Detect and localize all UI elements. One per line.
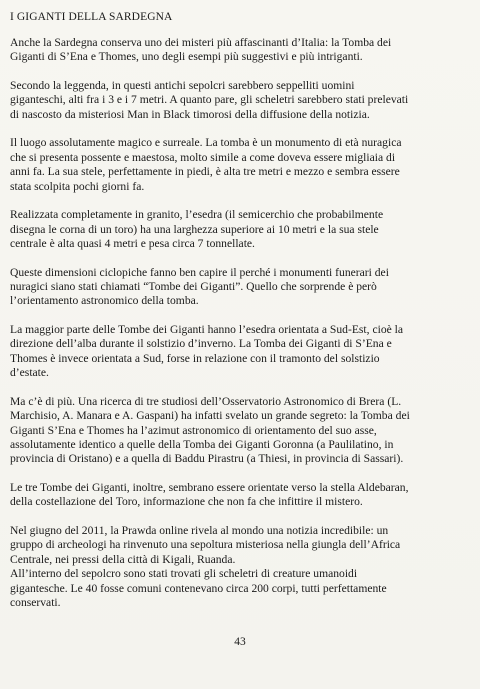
text-line: assolutamente identico a quelle della Tomba dei Giganti Goronna (a Paulilatino, in — [10, 438, 394, 452]
text-line: Marchisio, A. Manara e A. Gaspani) ha infatti svelato un grande segreto: la Tomba dei — [10, 409, 410, 423]
page-body — [10, 36, 460, 611]
text-line: nuragici siano stati chiamati “Tombe dei Giganti”. Quello che sorprende è però — [10, 280, 377, 294]
text-line: La maggior parte delle Tombe dei Giganti hanno l’esedra orientata a Sud-Est, cioè la — [10, 323, 404, 337]
text-line: stata scolpita pochi giorni fa. — [10, 179, 145, 193]
text-line: della costellazione del Toro, informazione che non fa che infittire il mistero. — [10, 495, 363, 509]
paragraph — [10, 481, 460, 510]
text-line: disegna le corna di un toro) ha una larghezza superiore ai 10 metri e la sua stele — [10, 222, 379, 236]
paragraph — [10, 36, 460, 65]
text-line: di nascosto da misteriosi Man in Black timorosi della diffusione della notizia. — [10, 107, 370, 121]
text-line: provincia di Oristano) e a quella di Baddu Pirastru (a Thiesi, in provincia di Sassari). — [10, 452, 404, 466]
page-title: I GIGANTI DELLA SARDEGNA — [10, 11, 173, 23]
text-line: Le tre Tombe dei Giganti, inoltre, sembrano essere orientate verso la stella Aldebaran, — [10, 481, 409, 495]
text-line: l’orientamento astronomico della tomba. — [10, 294, 199, 308]
paragraph — [10, 524, 460, 610]
text-line: Il luogo assolutamente magico e surreale. La tomba è un monumento di età nuragica — [10, 136, 402, 150]
paragraph — [10, 208, 460, 251]
text-line: anni fa. La sua stele, perfettamente in piedi, è alta tre metri e mezzo e sembra essere — [10, 165, 400, 179]
text-line: Thomes è invece orientata a Sud, forse in relazione con il tramonto del solstizio — [10, 351, 380, 365]
text-line: centrale è alta quasi 4 metri e pesa circa 7 tonnellate. — [10, 237, 255, 251]
text-line: direzione dell’alba durante il solstizio d’inverno. La Tomba dei Giganti di S’Ena e — [10, 337, 392, 351]
text-line: gigantesche. Le 40 fosse comuni contenevano circa 200 corpi, tutti perfettamente — [10, 581, 387, 595]
text-line: che si presenta possente e maestosa, molto simile a come doveva essere migliaia di — [10, 150, 396, 164]
text-line: Ma c’è di più. Una ricerca di tre studiosi dell’Osservatorio Astronomico di Brera (L. — [10, 394, 402, 408]
text-line: conservati. — [10, 596, 61, 610]
text-line: Centrale, nei pressi della città di Kigali, Ruanda. — [10, 552, 236, 566]
paragraph — [10, 395, 460, 467]
text-line: gruppo di archeologi ha rinvenuto una sepoltura misteriosa nella giungla dell’Africa — [10, 538, 401, 552]
paragraph — [10, 79, 460, 122]
text-line: giganteschi, alti fra i 3 e i 7 metri. A quanto pare, gli scheletri sarebbero stati prelevati — [10, 93, 409, 107]
text-line: Anche la Sardegna conserva uno dei misteri più affascinanti d’Italia: la Tomba dei — [10, 36, 392, 49]
text-line: All’interno del sepolcro sono stati trovati gli scheletri di creature umanoidi — [10, 567, 358, 581]
text-line: d’estate. — [10, 366, 49, 380]
text-line: Realizzata completamente in granito, l’esedra (il semicerchio che probabilmente — [10, 208, 384, 222]
text-line: Giganti S’Ena e Thomes ha l’azimut astronomico di orientamento del suo asse, — [10, 423, 377, 437]
text-line: Queste dimensioni ciclopiche fanno ben capire il perché i monumenti funerari dei — [10, 265, 389, 279]
paragraph — [10, 323, 460, 381]
paragraph — [10, 136, 460, 194]
text-line: Giganti di S’Ena e Thomes, uno degli esempi più suggestivi e più intriganti. — [10, 50, 363, 64]
text-line: Nel giugno del 2011, la Prawda online rivela al mondo una notizia incredibile: un — [10, 524, 389, 538]
page-number: 43 — [234, 636, 246, 648]
text-line: Secondo la leggenda, in questi antichi sepolcri sarebbero seppelliti uomini — [10, 79, 355, 92]
paragraph — [10, 266, 460, 309]
